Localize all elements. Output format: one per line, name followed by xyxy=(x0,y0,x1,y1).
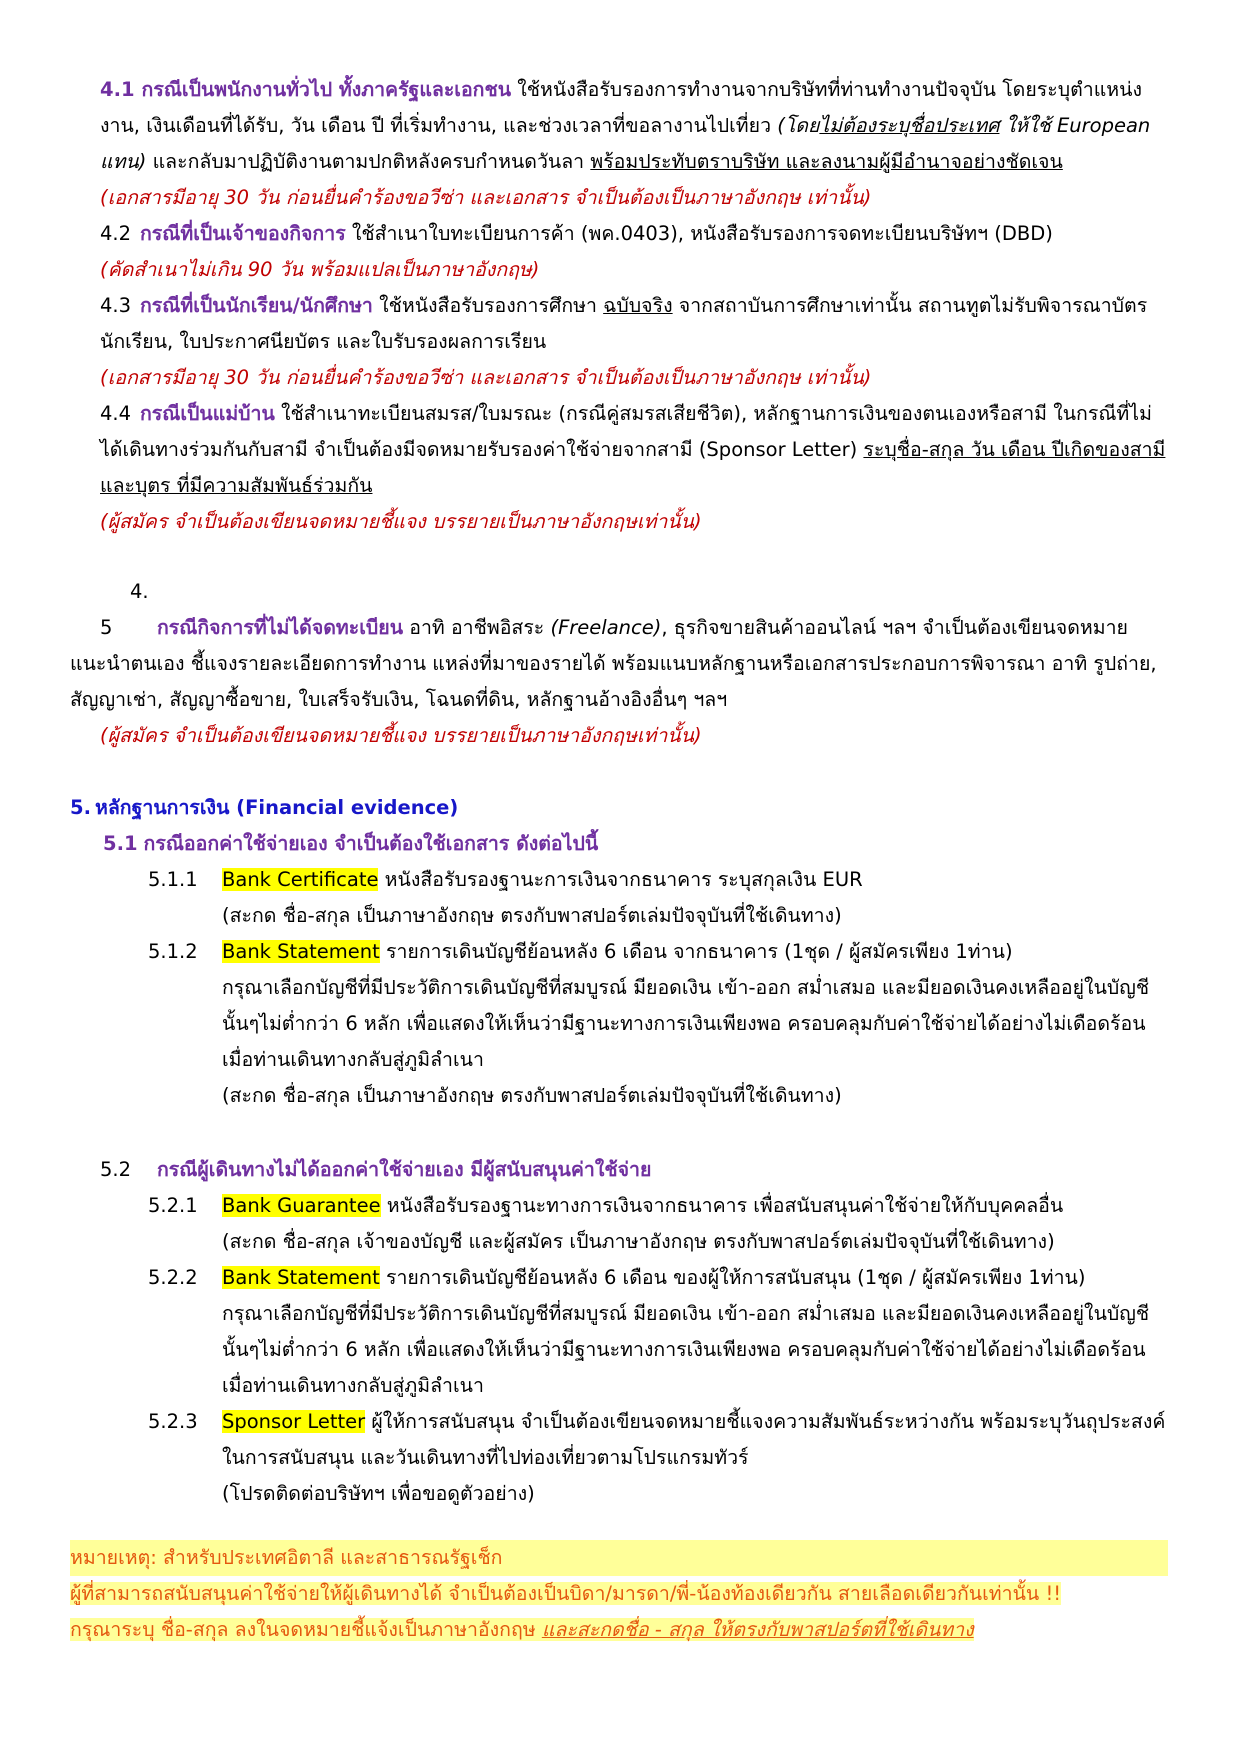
item-5-2-3 xyxy=(148,1404,1168,1512)
section-4-3-heading: กรณีที่เป็นนักเรียน/นักศึกษา xyxy=(140,294,373,317)
item-5-1-1-text: หนังสือรับรองฐานะการเงินจากธนาคาร ระบุสกุลเงิน EUR xyxy=(378,868,863,891)
section-4-5-heading: กรณีกิจการที่ไม่ได้จดทะเบียน xyxy=(157,616,404,639)
item-5-2-3-first-line xyxy=(222,1404,1168,1476)
section-4-5-freelance: (Freelance) xyxy=(550,616,662,639)
section-4-4-number: 4.4 xyxy=(100,402,132,425)
remark-title: หมายเหตุ: สำหรับประเทศอิตาลี และสาธารณรัฐเช็ก xyxy=(70,1540,1168,1576)
item-5-1-2-body xyxy=(222,934,1168,1114)
item-5-2-3-label: Sponsor Letter xyxy=(222,1410,366,1433)
item-5-1-2-text: รายการเดินบัญชีย้อนหลัง 6 เดือน จากธนาคาร (1ชุด / ผู้สมัครเพียง 1ท่าน) xyxy=(379,940,1013,963)
section-4-1-text-continued: และกลับมาปฏิบัติงานตามปกติหลังครบกำหนดวันลา xyxy=(146,150,591,173)
section-4-5-text: อาทิ อาชีพอิสระ xyxy=(403,616,551,639)
section-5-1-heading xyxy=(103,826,1168,862)
section-4-3-original-copy: ฉบับจริง xyxy=(603,294,673,317)
section-4-1-remark: (เอกสารมีอายุ 30 วัน ก่อนยื่นคำร้องขอวีซ่า และเอกสาร จำเป็นต้องเป็นภาษาอังกฤษ เท่านั้น) xyxy=(100,186,872,209)
item-5-1-2-account-guidance: กรุณาเลือกบัญชีที่มีประวัติการเดินบัญชีที่สมบูรณ์ มียอดเงิน เข้า-ออก สม่ำเสมอ และมียอดเงินคงเหลืออยู่ในบัญชีนั้นๆไม่ต่ำกว่า 6 หลัก เพื่อแสดงให้เห็นว่ามีฐานะทางการเงินเพียงพอ ครอบคลุมกับค่าใช้จ่ายได้อย่างไม่เดือดร้อนเมื่อท่านเดินทางกลับสู่ภูมิลำเนา xyxy=(222,976,1150,1071)
country-note-prefix: (โดย xyxy=(777,114,820,137)
section-4-4-text: ใช้สำเนาทะเบียนสมรส/ใบมรณะ (กรณีคู่สมรสเสียชีวิต), หลักฐานการเงินของตนเองหรือสามี ในกรณีที่ไม่ได้เดินทางร่วมกันกับสามี จำเป็นต้องมีจดหมายรับรองค่าใช้จ่ายจากสามี (Sponsor Letter) xyxy=(100,402,1152,461)
item-5-2-2-body xyxy=(222,1260,1168,1404)
item-5-2-1 xyxy=(148,1188,1168,1260)
item-5-1-1-body xyxy=(222,862,1168,934)
item-5-1-1-spelling-note: (สะกด ชื่อ-สกุล เป็นภาษาอังกฤษ ตรงกับพาสปอร์ตเล่มปัจจุบันที่ใช้เดินทาง) xyxy=(222,904,842,927)
remark-sponsor-rule: ผู้ที่สามารถสนับสนุนค่าใช้จ่ายให้ผู้เดินทางได้ จำเป็นต้องเป็นบิดา/มารดา/พี่-น้องท้องเดียวกัน สายเลือดเดียวกันเท่านั้น !! xyxy=(70,1582,1062,1605)
section-5-1-title: กรณีออกค่าใช้จ่ายเอง จำเป็นต้องใช้เอกสาร ดังต่อไปนี้ xyxy=(143,832,599,855)
remark-line-2 xyxy=(70,1576,1168,1612)
section-5-2-number: 5.2 xyxy=(100,1158,132,1181)
section-4-4 xyxy=(100,396,1168,540)
section-4-4-heading: กรณีเป็นแม่บ้าน xyxy=(140,402,275,425)
section-5-number: 5. xyxy=(70,796,91,819)
section-4-1-stamp-requirement: พร้อมประทับตราบริษัท และลงนามผู้มีอำนาจอย่างชัดเจน xyxy=(590,150,1063,173)
remark-name-text: กรุณาระบุ ชื่อ-สกุล ลงในจดหมายชี้แจ้งเป็นภาษาอังกฤษ xyxy=(70,1618,542,1641)
section-4-3-remark: (เอกสารมีอายุ 30 วัน ก่อนยื่นคำร้องขอวีซ่า และเอกสาร จำเป็นต้องเป็นภาษาอังกฤษ เท่านั้น) xyxy=(100,366,872,389)
country-note-emphasis: ไม่ต้องระบุชื่อประเทศ xyxy=(819,114,1000,137)
item-5-1-2 xyxy=(148,934,1168,1114)
item-5-2-3-text: ผู้ให้การสนับสนุน จำเป็นต้องเขียนจดหมายชี้แจงความสัมพันธ์ระหว่างกัน พร้อมระบุวันถุประสงค์ในการสนับสนุน และวันเดินทางที่ไปท่องเที่ยวตามโปรแกรมทัวร์ xyxy=(222,1410,1166,1469)
section-4-5-text-continued: , ธุรกิจขายสินค้าออนไลน์ ฯลฯ จำเป็นต้องเขียนจดหมายแนะนำตนเอง ชี้แจงรายละเอียดการทำงาน แหล่งที่มาของรายได้ พร้อมแนบหลักฐานหรือเอกสารประกอบการพิจารณา อาทิ รูปถ่าย, สัญญาเช่า, สัญญาซื้อขาย, ใบเสร็จรับเงิน, โฉนดที่ดิน, หลักฐานอ้างอิงอื่นๆ ฯลฯ xyxy=(70,616,1157,711)
remark-box xyxy=(70,1540,1168,1648)
section-5-title: หลักฐานการเงิน (Financial evidence) xyxy=(95,796,459,819)
section-5-2-heading xyxy=(100,1152,1168,1188)
section-4-4-remark: (ผู้สมัคร จำเป็นต้องเขียนจดหมายชี้แจง บรรยายเป็นภาษาอังกฤษเท่านั้น) xyxy=(100,510,702,533)
item-5-1-2-label: Bank Statement xyxy=(222,940,380,963)
item-5-2-1-label: Bank Guarantee xyxy=(222,1194,381,1217)
item-5-2-1-number: 5.2.1 xyxy=(148,1194,198,1217)
item-5-2-2 xyxy=(148,1260,1168,1404)
section-4-2 xyxy=(100,216,1168,288)
section-4-3-number: 4.3 xyxy=(100,294,132,317)
item-5-1-1 xyxy=(148,862,1168,934)
item-5-2-2-label: Bank Statement xyxy=(222,1266,380,1289)
section-5-1-number: 5.1 xyxy=(103,832,138,855)
item-5-1-1-label: Bank Certificate xyxy=(222,868,379,891)
item-5-1-2-first-line xyxy=(222,934,1168,970)
remark-line-3 xyxy=(70,1612,1168,1648)
item-5-2-1-body xyxy=(222,1188,1168,1260)
remark-spelling-emphasis-text: และสะกดชื่อ - สกุล ให้ตรงกับพาสปอร์ตที่ใช้เดินทาง xyxy=(541,1618,974,1641)
country-note-suffix: ให้ใช้ European แทน) xyxy=(100,114,1151,173)
section-4-5-number: 4.5 xyxy=(100,580,149,639)
item-5-2-2-account-guidance: กรุณาเลือกบัญชีที่มีประวัติการเดินบัญชีที่สมบูรณ์ มียอดเงิน เข้า-ออก สม่ำเสมอ และมียอดเงินคงเหลืออยู่ในบัญชีนั้นๆไม่ต่ำกว่า 6 หลัก เพื่อแสดงให้เห็นว่ามีฐานะทางการเงินเพียงพอ ครอบคลุมกับค่าใช้จ่ายได้อย่างไม่เดือดร้อนเมื่อท่านเดินทางกลับสู่ภูมิลำเนา xyxy=(222,1302,1150,1397)
item-5-2-3-number: 5.2.3 xyxy=(148,1410,198,1433)
section-4-3-text-continued: จากสถาบันการศึกษาเท่านั้น สถานทูตไม่รับพิจารณาบัตรนักเรียน, ใบประกาศนียบัตร และใบรับรองผลการเรียน xyxy=(100,294,1148,353)
item-5-2-2-number: 5.2.2 xyxy=(148,1266,198,1289)
section-4-2-remark: (คัดสำเนาไม่เกิน 90 วัน พร้อมแปลเป็นภาษาอังกฤษ) xyxy=(100,258,540,281)
item-5-2-3-body xyxy=(222,1404,1168,1512)
remark-name-instruction xyxy=(70,1618,974,1641)
section-5-2-title: กรณีผู้เดินทางไม่ได้ออกค่าใช้จ่ายเอง มีผู้สนับสนุนค่าใช้จ่าย xyxy=(157,1158,652,1181)
section-4-5-remark: (ผู้สมัคร จำเป็นต้องเขียนจดหมายชี้แจง บรรยายเป็นภาษาอังกฤษเท่านั้น) xyxy=(100,724,702,747)
item-5-2-1-first-line xyxy=(222,1188,1168,1224)
section-5-heading xyxy=(70,790,1168,826)
section-4-3-text: ใช้หนังสือรับรองการศึกษา xyxy=(372,294,604,317)
item-5-2-1-text: หนังสือรับรองฐานะทางการเงินจากธนาคาร เพื่อสนับสนุนค่าใช้จ่ายให้กับบุคคลอื่น xyxy=(380,1194,1064,1217)
section-4-3 xyxy=(100,288,1168,396)
section-4-1-text: ใช้หนังสือรับรองการทำงานจากบริษัทที่ท่านทำงานปัจจุบัน โดยระบุตำแหน่งงาน, เงินเดือนที่ได้รับ, วัน เดือน ปี ที่เริ่มทำงาน, และช่วงเวลาที่ขอลางานไปเที่ยว xyxy=(100,78,1142,137)
section-4-1-heading: กรณีเป็นพนักงานทั่วไป ทั้งภาครัฐและเอกชน xyxy=(141,78,512,101)
item-5-2-2-text: รายการเดินบัญชีย้อนหลัง 6 เดือน ของผู้ให้การสนับสนุน (1ชุด / ผู้สมัครเพียง 1ท่าน) xyxy=(379,1266,1086,1289)
item-5-2-2-first-line xyxy=(222,1260,1168,1296)
section-4-1 xyxy=(100,72,1168,216)
section-4-2-heading: กรณีที่เป็นเจ้าของกิจการ xyxy=(140,222,346,245)
remark-spelling-emphasis xyxy=(542,1618,974,1641)
item-5-1-1-number: 5.1.1 xyxy=(148,868,198,891)
item-5-1-2-spelling-note: (สะกด ชื่อ-สกุล เป็นภาษาอังกฤษ ตรงกับพาสปอร์ตเล่มปัจจุบันที่ใช้เดินทาง) xyxy=(222,1084,842,1107)
section-4-2-number: 4.2 xyxy=(100,222,132,245)
section-4-5 xyxy=(70,574,1168,754)
section-4-4-name-requirement: ระบุชื่อ-สกุล วัน เดือน ปีเกิดของสามีและบุตร ที่มีความสัมพันธ์ร่วมกัน xyxy=(100,438,1166,497)
item-5-1-2-number: 5.1.2 xyxy=(148,940,198,963)
section-4-1-number: 4.1 xyxy=(100,78,135,101)
item-5-1-1-first-line xyxy=(222,862,1168,898)
item-5-2-1-spelling-note: (สะกด ชื่อ-สกุล เจ้าของบัญชี และผู้สมัคร เป็นภาษาอังกฤษ ตรงกับพาสปอร์ตเล่มปัจจุบันที่ใช้เดินทาง) xyxy=(222,1230,1055,1253)
section-4-2-text: ใช้สำเนาใบทะเบียนการค้า (พค.0403), หนังสือรับรองการจดทะเบียนบริษัทฯ (DBD) xyxy=(345,222,1053,245)
item-5-2-3-contact-note: (โปรดติดต่อบริษัทฯ เพื่อขอดูตัวอย่าง) xyxy=(222,1482,535,1505)
